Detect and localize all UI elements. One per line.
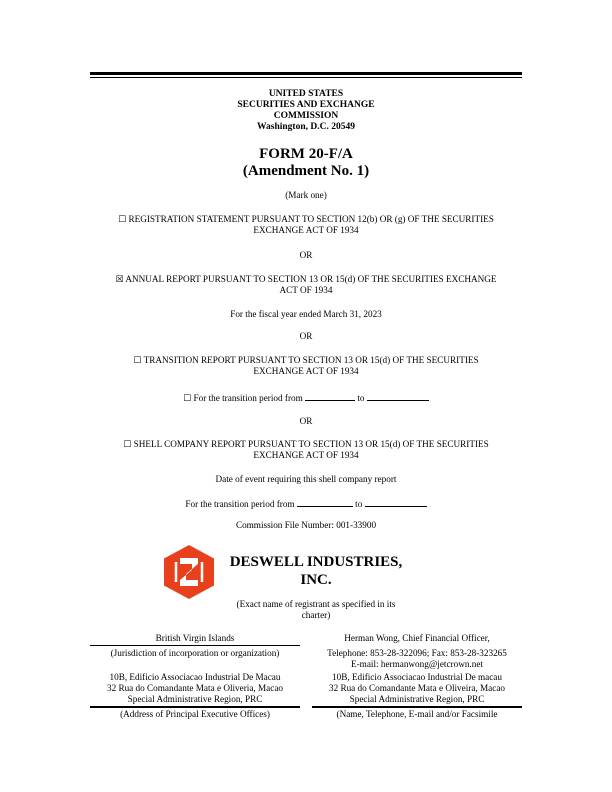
form-amendment: (Amendment No. 1) [242, 163, 370, 179]
right-address-rule [312, 706, 522, 708]
or-separator-3: OR [299, 416, 313, 426]
shell-company-text-2: EXCHANGE ACT OF 1934 [253, 450, 359, 460]
registration-text-2: EXCHANGE ACT OF 1934 [253, 225, 359, 235]
left-address-line-2: 32 Rua do Comandante Mata e Oliveria, Macao [106, 683, 284, 693]
jurisdiction-rule [90, 645, 300, 646]
header-line-3: COMMISSION [273, 111, 339, 121]
header-line-4: Washington, D.C. 20549 [257, 122, 355, 132]
header-line-1: UNITED STATES [268, 89, 344, 99]
shell-transition-row [0, 498, 612, 510]
contact-caption: (Name, Telephone, E-mail and/or Facsimile [336, 709, 498, 719]
transition-report-text-2: EXCHANGE ACT OF 1934 [253, 366, 359, 376]
address-caption: (Address of Principal Executive Offices) [120, 709, 270, 719]
shell-from-blank[interactable] [297, 498, 353, 507]
commission-file-number: Commission File Number: 001-33900 [235, 520, 377, 530]
annual-report-text-1: ANNUAL REPORT PURSUANT TO SECTION 13 OR 15(d) OF THE SECURITIES EXCHANGE [125, 274, 497, 284]
transition-report-text-1: TRANSITION REPORT PURSUANT TO SECTION 13 OR 15(d) OF THE SECURITIES [143, 355, 479, 365]
registration-text-1: REGISTRATION STATEMENT PURSUANT TO SECTION 12(b) OR (g) OF THE SECURITIES [128, 214, 494, 224]
company-name-line-2: INC. [300, 572, 332, 588]
exact-name-caption-1: (Exact name of registrant as specified in its [236, 599, 396, 609]
or-separator-2: OR [299, 331, 313, 341]
left-address-rule [90, 706, 300, 708]
transition-period-row [0, 392, 612, 405]
or-separator-1: OR [299, 250, 313, 260]
contact-email: E-mail: hermanwong@jetcrown.net [351, 659, 483, 669]
transition-from-blank[interactable] [305, 392, 355, 401]
mark-one: (Mark one) [285, 190, 327, 200]
shell-company-text-1: SHELL COMPANY REPORT PURSUANT TO SECTION 13 OR 15(d) OF THE SECURITIES [133, 439, 489, 449]
shell-transition-label: For the transition period from [185, 499, 295, 509]
shell-to-label: to [355, 499, 363, 509]
contact-name: Herman Wong, Chief Financial Officer, [344, 633, 490, 643]
shell-to-blank[interactable] [365, 498, 427, 507]
left-address-line-3: Special Administrative Region, PRC [127, 694, 263, 704]
left-address-line-1: 10B, Edificio Associacao Industrial De Macau [109, 672, 281, 682]
contact-phone-fax: Telephone: 853-28-322096; Fax: 853-28-323265 [327, 648, 507, 658]
jurisdiction-value: British Virgin Islands [155, 633, 235, 643]
right-address-line-3: Special Administrative Region, PRC [349, 694, 485, 704]
transition-to-blank[interactable] [367, 392, 429, 401]
right-address-line-1: 10B, Edificio Associacao Industrial De macau [332, 672, 502, 682]
company-logo-icon [162, 544, 216, 600]
jurisdiction-caption: (Jurisdiction of incorporation or organization) [110, 648, 280, 658]
exact-name-caption-2: charter) [301, 610, 331, 620]
company-name-line-1: DESWELL INDUSTRIES, [229, 554, 403, 570]
annual-report-text-2: ACT OF 1934 [279, 285, 333, 295]
top-rule-thick [90, 72, 522, 75]
transition-period-label: For the transition period from [193, 393, 303, 403]
transition-report-checkbox[interactable]: ☐ [133, 356, 142, 366]
form-title: FORM 20-F/A [259, 146, 353, 162]
right-address-line-2: 32 Rua do Comandante Mata e Oliveira, Macao [328, 683, 506, 693]
transition-to-label: to [357, 393, 365, 403]
fiscal-year: For the fiscal year ended March 31, 2023 [230, 309, 382, 319]
shell-event-date: Date of event requiring this shell company report [215, 474, 397, 484]
top-rule-thin [90, 77, 522, 78]
registration-checkbox[interactable]: ☐ [118, 215, 127, 225]
shell-company-checkbox[interactable]: ☐ [123, 440, 132, 450]
annual-report-checkbox[interactable]: ☒ [115, 275, 124, 285]
header-line-2: SECURITIES AND EXCHANGE [237, 100, 375, 110]
transition-period-checkbox[interactable]: ☐ [183, 394, 192, 404]
